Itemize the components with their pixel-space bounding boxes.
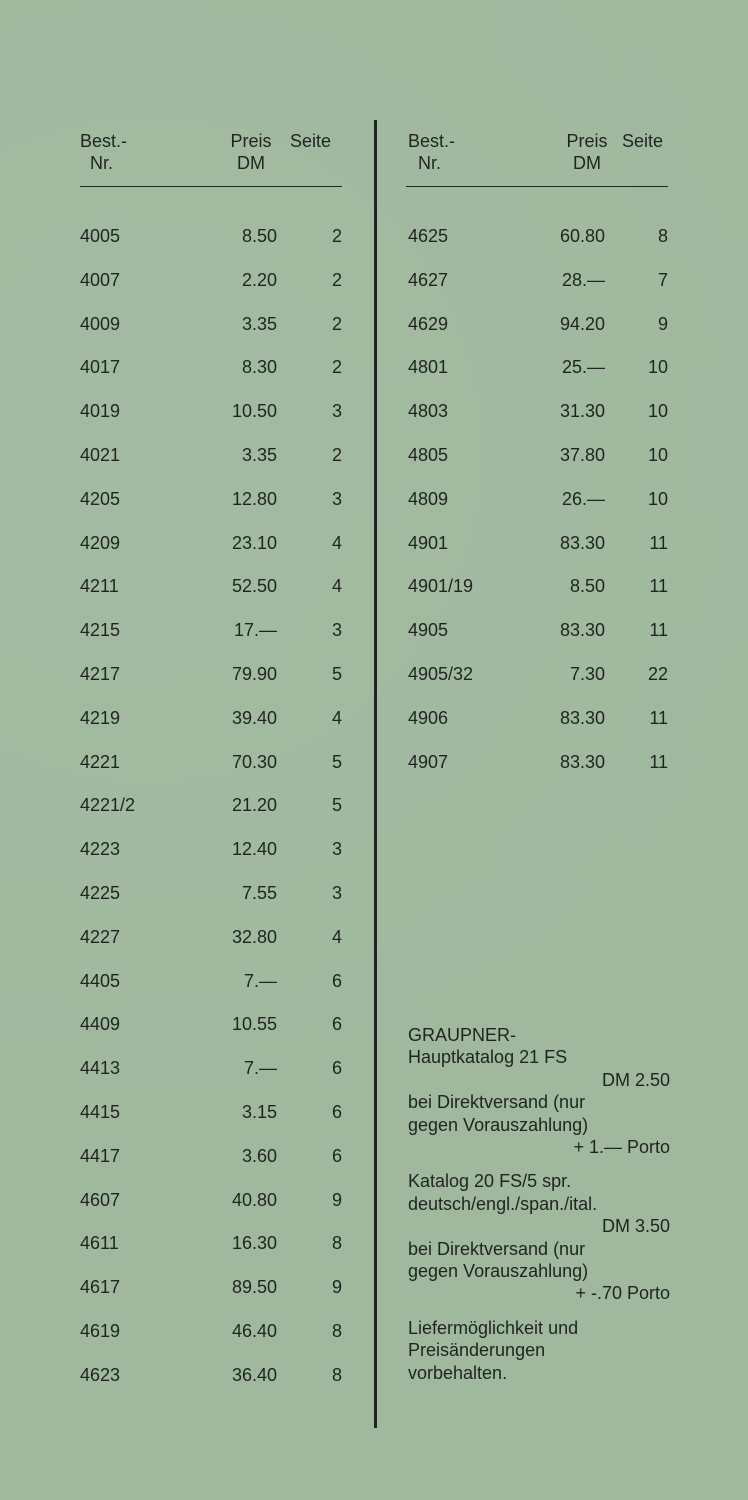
header-preis [556, 130, 618, 174]
header-nr-label: Nr. [90, 153, 114, 173]
price: 83.30 [559, 751, 605, 772]
page-number: 8 [331, 1320, 342, 1341]
order-number: 4221/2 [80, 795, 136, 816]
price: 37.80 [559, 444, 605, 465]
order-number: 4017 [80, 357, 121, 378]
note-line: bei Direktversand (nur [408, 1092, 586, 1113]
page-number: 5 [331, 795, 342, 816]
header-preis-label: Preis [230, 131, 272, 151]
price: 70.30 [231, 751, 277, 772]
page-number: 6 [331, 1145, 342, 1166]
page-number: 3 [331, 401, 342, 422]
order-number: 4901 [408, 532, 449, 553]
page-number: 4 [331, 926, 342, 947]
price: 79.90 [231, 663, 277, 684]
price: 83.30 [559, 707, 605, 728]
order-number: 4415 [80, 1101, 121, 1122]
column-divider [374, 120, 377, 1428]
order-number: 4005 [80, 226, 121, 246]
price: 2.20 [241, 269, 277, 290]
page-number: 5 [331, 663, 342, 684]
header-nr-label: Nr. [418, 153, 442, 173]
order-number: 4801 [408, 357, 449, 378]
price: 16.30 [231, 1233, 277, 1254]
order-number: 4627 [408, 269, 449, 290]
price: 10.50 [231, 401, 277, 422]
page-number: 9 [331, 1277, 342, 1298]
header-best-nr [80, 130, 127, 174]
price: 39.40 [231, 707, 277, 728]
page-number: 4 [331, 707, 342, 728]
order-number: 4019 [80, 401, 121, 422]
note-porto: + -.70 Porto [575, 1283, 670, 1304]
order-number: 4629 [408, 313, 449, 334]
page-number: 4 [331, 576, 342, 597]
order-number: 4803 [408, 401, 449, 422]
order-number: 4625 [408, 226, 449, 246]
page-number: 3 [331, 488, 342, 509]
note-price: DM 3.50 [601, 1216, 670, 1237]
page-number: 8 [331, 1233, 342, 1254]
header-best-nr [408, 130, 455, 174]
note-line: Katalog 20 FS/5 spr. [408, 1171, 572, 1192]
order-number: 4225 [80, 882, 121, 903]
price: 3.15 [241, 1101, 277, 1122]
price: 40.80 [231, 1189, 277, 1210]
order-number: 4215 [80, 620, 121, 641]
order-number: 4405 [80, 970, 121, 991]
note-line: GRAUPNER- [408, 1025, 517, 1045]
page-number: 3 [331, 620, 342, 641]
price: 12.40 [231, 839, 277, 860]
price: 8.30 [241, 357, 277, 378]
note-line: bei Direktversand (nur [408, 1238, 586, 1259]
header-rule-right [406, 186, 668, 187]
page-number: 6 [331, 1014, 342, 1035]
price: 46.40 [231, 1320, 277, 1341]
order-number: 4009 [80, 313, 121, 334]
price: 3.35 [241, 444, 277, 465]
catalog-main-note [408, 1024, 670, 1158]
price: 94.20 [559, 313, 605, 334]
page-number: 5 [331, 751, 342, 772]
note-price: DM 2.50 [601, 1069, 670, 1090]
price: 21.20 [231, 795, 277, 816]
note-line: deutsch/engl./span./ital. [408, 1193, 598, 1214]
order-number: 4619 [80, 1320, 121, 1341]
price: 89.50 [231, 1277, 277, 1298]
price: 32.80 [231, 926, 277, 947]
order-number: 4617 [80, 1277, 121, 1298]
page-number: 9 [331, 1189, 342, 1210]
page-number: 10 [647, 444, 668, 465]
page-number: 6 [331, 1058, 342, 1079]
price: 26.— [561, 488, 605, 509]
header-best-label: Best.- [80, 131, 128, 151]
price: 12.80 [231, 488, 277, 509]
header-best-label: Best.- [408, 131, 456, 151]
page-number: 2 [331, 444, 342, 465]
page-number: 10 [647, 357, 668, 378]
page-number: 11 [649, 532, 668, 553]
order-number: 4205 [80, 488, 121, 509]
price: 83.30 [559, 620, 605, 641]
header-preis [220, 130, 282, 174]
order-number: 4905 [408, 620, 449, 641]
header-dm-label: DM [237, 153, 265, 173]
price: 7.— [243, 970, 277, 991]
note-line: vorbehalten. [408, 1362, 508, 1383]
header-preis-label: Preis [566, 131, 608, 151]
note-line: gegen Vorauszahlung) [408, 1114, 589, 1135]
catalog-multilang-note [408, 1170, 670, 1304]
note-porto: + 1.— Porto [573, 1137, 670, 1158]
order-number: 4905/32 [408, 663, 474, 684]
page-number: 3 [331, 839, 342, 860]
price: 8.50 [569, 576, 605, 597]
price: 36.40 [231, 1364, 277, 1385]
price: 52.50 [231, 576, 277, 597]
order-number: 4809 [408, 488, 449, 509]
note-line: Liefermöglichkeit und [408, 1317, 579, 1338]
price: 23.10 [231, 532, 277, 553]
note-line: Preisänderungen [408, 1340, 546, 1361]
page-number: 2 [331, 269, 342, 290]
price: 3.35 [241, 313, 277, 334]
price: 10.55 [231, 1014, 277, 1035]
order-number: 4211 [80, 576, 119, 597]
price: 7.— [243, 1058, 277, 1079]
order-number: 4901/19 [408, 576, 474, 597]
order-number: 4611 [80, 1233, 119, 1254]
price: 60.80 [559, 226, 605, 246]
price: 25.— [561, 357, 605, 378]
price: 31.30 [559, 401, 605, 422]
header-seite: Seite [290, 131, 332, 151]
order-number: 4007 [80, 269, 121, 290]
order-number: 4209 [80, 532, 121, 553]
order-number: 4219 [80, 707, 121, 728]
order-number: 4413 [80, 1058, 121, 1079]
price: 7.55 [241, 882, 277, 903]
page-number: 2 [331, 226, 342, 246]
order-number: 4906 [408, 707, 449, 728]
header-seite: Seite [622, 131, 664, 151]
order-number: 4417 [80, 1145, 121, 1166]
price: 17.— [233, 620, 277, 641]
price: 83.30 [559, 532, 605, 553]
page-number: 11 [649, 576, 668, 597]
page-number: 3 [331, 882, 342, 903]
order-number: 4227 [80, 926, 121, 947]
page-number: 11 [649, 620, 668, 641]
order-number: 4221 [80, 751, 121, 772]
page-number: 6 [331, 970, 342, 991]
page-number: 4 [331, 532, 342, 553]
catalog-notes [408, 1024, 670, 1384]
order-number: 4907 [408, 751, 449, 772]
order-number: 4223 [80, 839, 121, 860]
page-number: 9 [657, 313, 668, 334]
order-number: 4217 [80, 663, 121, 684]
order-number: 4607 [80, 1189, 121, 1210]
header-dm-label: DM [573, 153, 601, 173]
page-number: 8 [331, 1364, 342, 1385]
page-number: 6 [331, 1101, 342, 1122]
page-number: 22 [647, 663, 668, 684]
page-number: 11 [649, 751, 668, 772]
price: 7.30 [569, 663, 605, 684]
price: 8.50 [241, 226, 277, 246]
page-number: 11 [649, 707, 668, 728]
page-number: 10 [647, 401, 668, 422]
page-number: 8 [657, 226, 668, 246]
note-line: gegen Vorauszahlung) [408, 1261, 589, 1282]
page-number: 2 [331, 313, 342, 334]
note-line: Hauptkatalog 21 FS [408, 1047, 568, 1068]
page-number: 7 [657, 269, 668, 290]
order-number: 4623 [80, 1364, 121, 1385]
header-rule-left [80, 186, 342, 187]
order-number: 4805 [408, 444, 449, 465]
price: 28.— [561, 269, 605, 290]
disclaimer-note [408, 1317, 670, 1384]
price: 3.60 [241, 1145, 277, 1166]
order-number: 4409 [80, 1014, 121, 1035]
page-number: 10 [647, 488, 668, 509]
page-number: 2 [331, 357, 342, 378]
order-number: 4021 [80, 444, 121, 465]
